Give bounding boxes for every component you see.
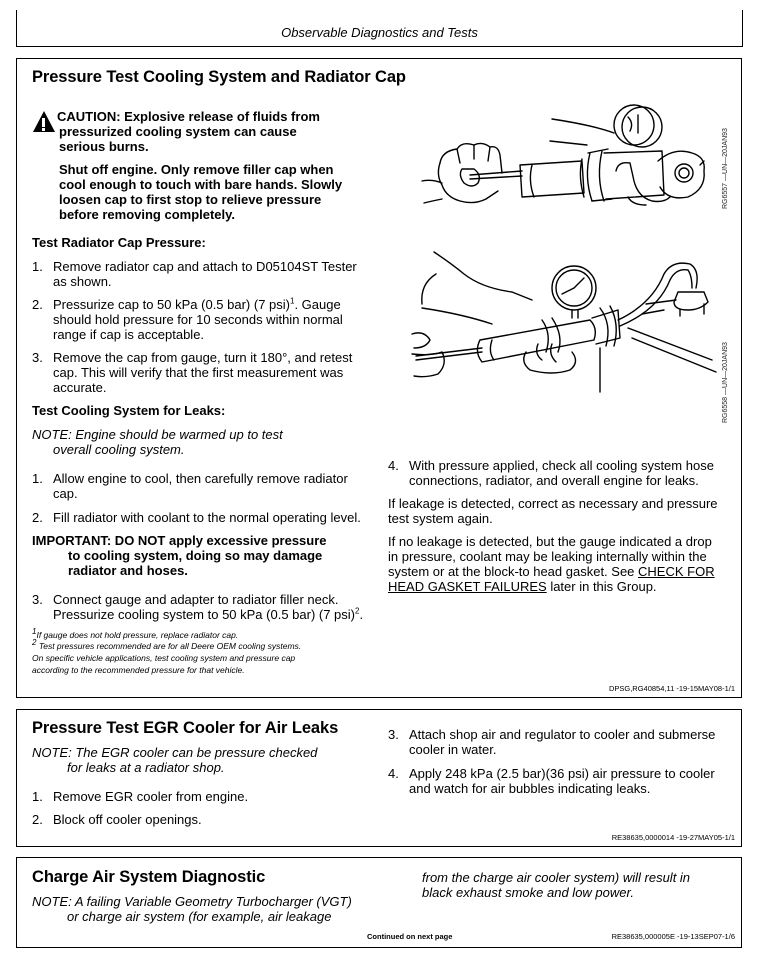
paragraph-line <box>388 579 715 594</box>
illustration-cap-tester <box>402 101 712 231</box>
warning-exclamation-bar <box>42 118 45 127</box>
footnote-ref: 1 <box>290 296 295 306</box>
page-header-title: Observable Diagnostics and Tests <box>281 25 478 40</box>
section-cooling-system <box>16 58 742 698</box>
list-item <box>32 350 382 395</box>
reference-code: DPSG,RG40854,11 -19-15MAY08-1/1 <box>608 684 735 693</box>
figure-label: RG6557 —UN—20JAN93 <box>722 128 729 209</box>
footnote-2 <box>32 638 302 652</box>
paragraph-line: in pressure, coolant may be leaking internally within the <box>388 549 707 564</box>
step-text: cap. This will verify that the first measurement was <box>53 365 344 380</box>
continued-notice: Continued on next page <box>367 932 453 941</box>
list-item <box>388 458 733 488</box>
step-text: Connect gauge and adapter to radiator filler neck. <box>53 592 339 607</box>
paragraph-line <box>388 564 715 579</box>
step-number: 1. <box>32 471 43 486</box>
step-number: 4. <box>388 766 399 781</box>
paragraph-text: system or at the block-to head gasket. See <box>388 564 639 579</box>
footnote-marker: 1 <box>32 627 37 637</box>
note-text: from the charge air cooler system) will result in <box>422 870 691 885</box>
note-text: overall cooling system. <box>53 442 185 457</box>
step-number: 3. <box>32 350 43 365</box>
footnote-text: On specific vehicle applications, test cooling system and pressure cap <box>32 653 296 663</box>
note-text: for leaks at a radiator shop. <box>67 760 225 775</box>
note-text: NOTE: A failing Variable Geometry Turbocharger (VGT) <box>32 894 352 909</box>
step-text: Remove radiator cap and attach to D05104ST Tester <box>53 259 357 274</box>
step-text: Allow engine to cool, then carefully remove radiator <box>53 471 348 486</box>
list-item <box>32 259 382 289</box>
note-text: black exhaust smoke and low power. <box>422 885 634 900</box>
list-item <box>388 727 733 757</box>
caution-line: CAUTION: Explosive release of fluids from <box>57 109 320 124</box>
page-header <box>16 10 743 47</box>
reference-code: RE38635,0000014 -19-27MAY05-1/1 <box>611 833 735 842</box>
important-notice: radiator and hoses. <box>68 563 188 578</box>
step-text: Block off cooler openings. <box>53 812 202 827</box>
step-number: 2. <box>32 297 43 312</box>
list-item <box>32 510 392 525</box>
caution-instruction: cool enough to touch with bare hands. Slowly <box>59 177 343 192</box>
step-number: 1. <box>32 789 43 804</box>
step-text <box>53 607 392 622</box>
list-item <box>388 766 733 796</box>
subheading-leak-test: Test Cooling System for Leaks: <box>32 403 226 418</box>
subheading-cap-test: Test Radiator Cap Pressure: <box>32 235 206 250</box>
step-text: and watch for air bubbles indicating leaks. <box>409 781 651 796</box>
step-text: Fill radiator with coolant to the normal operating level. <box>53 510 361 525</box>
note-text: or charge air system (for example, air leakage <box>67 909 332 924</box>
step-number: 1. <box>32 259 43 274</box>
paragraph-leak-detected <box>388 496 718 526</box>
illustration-radiator-tester <box>402 244 717 414</box>
step-text <box>53 297 382 312</box>
step-number: 2. <box>32 812 43 827</box>
step-text: range if cap is acceptable. <box>53 327 205 342</box>
step-text: Apply 248 kPa (2.5 bar)(36 psi) air pressure to cooler <box>409 766 715 781</box>
step-text-part: . Gauge <box>294 297 341 312</box>
footnote-marker: 2 <box>32 638 37 648</box>
footnote-ref: 2 <box>355 606 360 616</box>
head-gasket-link[interactable]: CHECK FOR <box>638 564 715 579</box>
section-charge-air <box>16 857 742 948</box>
step-number: 3. <box>32 592 43 607</box>
step-text: Remove the cap from gauge, turn it 180°, and retest <box>53 350 353 365</box>
step-text-part: Pressurize cooling system to 50 kPa (0.5 bar) (7 psi) <box>53 607 356 622</box>
section-title: Pressure Test Cooling System and Radiator Cap <box>32 68 406 86</box>
note-text: NOTE: Engine should be warmed up to test <box>32 427 283 442</box>
footnote-text: according to the recommended pressure for that vehicle. <box>32 665 245 675</box>
figure-label: RG6558 —UN—20JAN93 <box>722 342 729 423</box>
list-item <box>32 789 372 804</box>
step-text: cap. <box>53 486 78 501</box>
step-text: Attach shop air and regulator to cooler and submerse <box>409 727 716 742</box>
caution-line: pressurized cooling system can cause <box>59 124 297 139</box>
step-text-part: Pressurize cap to 50 kPa (0.5 bar) (7 psi) <box>53 297 290 312</box>
caution-instruction: loosen cap to first stop to relieve pressure <box>59 192 322 207</box>
paragraph-line: test system again. <box>388 511 493 526</box>
step-text: should hold pressure for 10 seconds within normal <box>53 312 343 327</box>
section-egr-cooler <box>16 709 742 847</box>
step-number: 4. <box>388 458 399 473</box>
warning-exclamation-dot <box>42 128 45 131</box>
important-notice: to cooling system, doing so may damage <box>68 548 323 563</box>
step-number: 3. <box>388 727 399 742</box>
step-text: as shown. <box>53 274 112 289</box>
step-text: cooler in water. <box>409 742 497 757</box>
step-text: connections, radiator, and overall engine for leaks. <box>409 473 699 488</box>
footnote-1 <box>32 627 239 641</box>
step-text-part: . <box>359 607 364 622</box>
paragraph-text: later in this Group. <box>546 579 657 594</box>
step-text: With pressure applied, check all cooling system hose <box>409 458 714 473</box>
footnote-text: If gauge does not hold pressure, replace radiator cap. <box>36 630 239 640</box>
step-number: 2. <box>32 510 43 525</box>
caution-line: serious burns. <box>59 139 149 154</box>
paragraph-no-leak <box>388 534 715 594</box>
list-item <box>32 812 372 827</box>
paragraph-line: If leakage is detected, correct as necessary and pressure <box>388 496 718 511</box>
paragraph-line: If no leakage is detected, but the gauge indicated a drop <box>388 534 712 549</box>
section-title: Pressure Test EGR Cooler for Air Leaks <box>32 719 339 737</box>
step-text: Remove EGR cooler from engine. <box>53 789 249 804</box>
important-notice: IMPORTANT: DO NOT apply excessive pressure <box>32 533 327 548</box>
list-item <box>32 592 392 622</box>
list-item <box>32 297 382 342</box>
step-text: accurate. <box>53 380 107 395</box>
head-gasket-link[interactable]: HEAD GASKET FAILURES <box>388 579 547 594</box>
footnote-text: Test pressures recommended are for all Deere OEM cooling systems. <box>36 641 302 651</box>
reference-code: RE38635,000005E -19-13SEP07-1/6 <box>611 932 735 941</box>
section-title: Charge Air System Diagnostic <box>32 868 266 886</box>
list-item <box>32 471 382 501</box>
caution-instruction: before removing completely. <box>59 207 236 222</box>
caution-instruction: Shut off engine. Only remove filler cap when <box>59 162 334 177</box>
note-text: NOTE: The EGR cooler can be pressure checked <box>32 745 318 760</box>
